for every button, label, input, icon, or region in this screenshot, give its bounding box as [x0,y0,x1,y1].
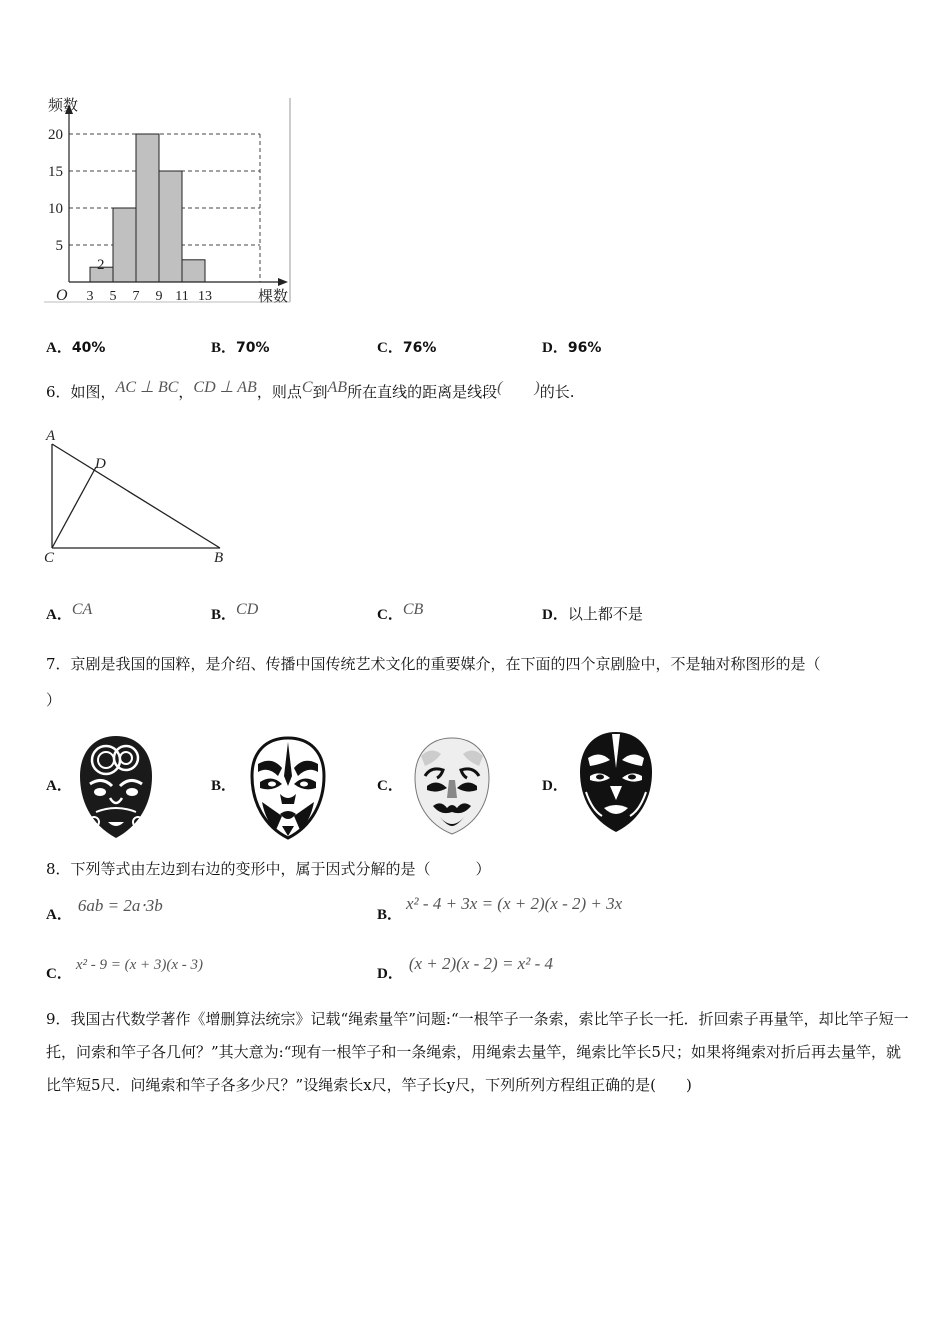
option-text: 70% [236,340,270,356]
vertex-c-label: C [44,550,55,566]
q6-option-c[interactable]: C．CB [377,601,424,623]
histogram-bar [136,134,159,282]
x-tick-label: 11 [175,289,189,304]
q8-option-b[interactable]: B．x² - 4 + 3x = (x + 2)(x - 2) + 3x [377,894,623,923]
math-line-ab: AB [327,379,348,396]
q6-stem: 6．如图，AC ⊥ BC，CD ⊥ AB，则点C到AB所在直线的距离是线段( )的长. [46,379,575,401]
y-tick-label: 20 [48,127,63,143]
x-axis-label: 棵数 [258,289,289,305]
math-point-c: C [301,379,313,396]
q6-option-a[interactable]: A．CA [46,601,93,623]
bar-annotation: 2 [97,257,105,273]
q5-option-d[interactable] [542,337,601,358]
x-tick-label: 13 [198,289,212,304]
math-perp-ac-bc: AC ⊥ BC [115,379,179,396]
vertex-d-label: D [95,456,106,472]
math-perp-cd-ab: CD ⊥ AB [193,379,257,396]
q8-option-a[interactable]: A． 6ab = 2a⋅3b [46,896,163,923]
y-axis-label: 频数 [48,98,79,114]
q7-option-c[interactable]: C． [377,778,403,794]
opera-mask-d[interactable] [576,730,656,834]
opera-mask-c[interactable] [411,736,493,836]
q7-option-a[interactable]: A． [46,778,72,794]
option-letter: A． [46,340,72,356]
option-text: 96% [567,340,602,356]
q5-option-a[interactable] [46,337,105,358]
q8-option-c[interactable]: C．x² - 9 = (x + 3)(x - 3) [46,957,204,982]
histogram-bar [113,208,136,282]
opera-mask-a[interactable] [76,734,156,840]
q9-stem: 9．我国古代数学著作《增删算法统宗》记载“绳索量竿”问题:“一根竿子一条索，索比竿子长一托．折回索子再量竿，却比竿子短一托，问索和竿子各几何？”其大意为:“现有一根竿子和一条绳索，用绳索去量竿，绳索比竿长5尺；如果将绳索对折后再去量竿，就比竿短5尺．问绳索和竿子各多少尺？”设绳索长x尺，竿子长y尺，下列所列方程组正确的是( ) [46,1010,909,1094]
y-tick-label: 10 [48,201,63,217]
y-tick-label: 5 [55,238,63,254]
option-letter: B． [211,340,237,356]
y-tick-label: 15 [48,164,63,180]
q7-option-d[interactable]: D． [542,778,568,794]
histogram-bar [159,171,182,282]
question-number: 8． [46,860,71,878]
question-number: 6． [46,383,71,401]
opera-mask-b[interactable] [246,736,330,840]
origin-label: O [56,287,68,304]
q6-option-b[interactable]: B．CD [211,601,259,623]
x-tick-label: 5 [109,289,117,304]
answer-blank: ( ) [497,379,540,396]
histogram-bar [182,260,205,282]
q6-option-d[interactable]: D．以上都不是 [542,605,643,623]
x-tick-label: 3 [86,289,94,304]
q5-option-c[interactable] [377,337,436,358]
q7-stem-line2: ） [46,691,62,709]
q5-option-b[interactable] [211,337,270,358]
q7-option-b[interactable]: B． [211,778,237,794]
question-number: 9． [46,1010,71,1028]
q7-stem-line1: 7．京剧是我国的国粹，是介绍、传播中国传统艺术文化的重要媒介，在下面的四个京剧脸中，不是轴对称图形的是（ [46,655,821,673]
option-text: 76% [402,340,437,356]
triangle-figure [40,424,240,569]
x-tick-label: 9 [155,289,163,304]
option-letter: C． [377,340,403,356]
option-text: 40% [71,340,106,356]
option-letter: D． [542,340,568,356]
vertex-a-label: A [46,428,56,444]
question-number: 7． [46,655,71,673]
histogram-chart [40,92,300,310]
q8-option-d[interactable]: D．(x + 2)(x - 2) = x² - 4 [377,954,553,982]
q8-stem: 8．下列等式由左边到右边的变形中，属于因式分解的是（ ） [46,860,491,878]
vertex-b-label: B [214,550,224,566]
x-tick-label: 7 [132,289,140,304]
